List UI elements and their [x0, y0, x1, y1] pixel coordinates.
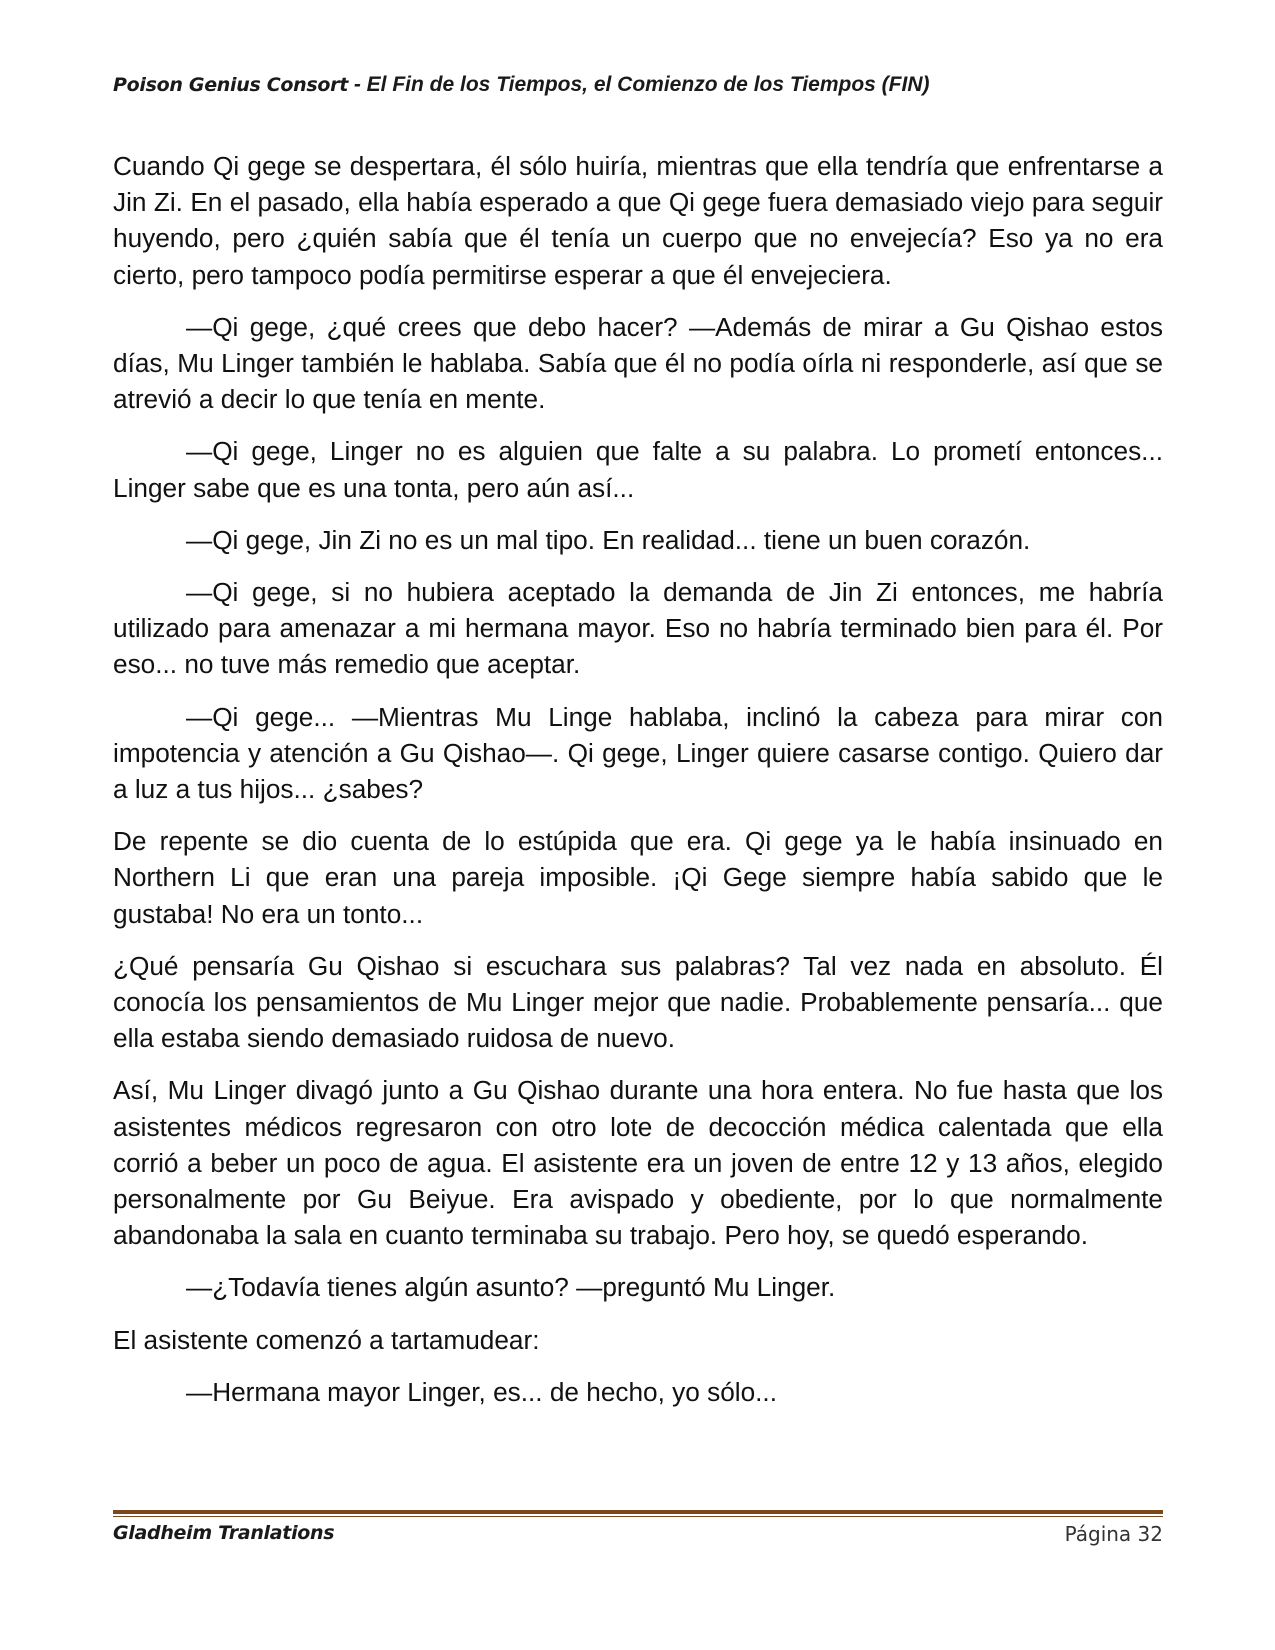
- paragraph-4: —Qi gege, Jin Zi no es un mal tipo. En realidad... tiene un buen corazón.: [186, 524, 1031, 555]
- paragraph-1: Cuando Qi gege se despertara, él sólo huiría, mientras que ella tendría que enfrentarse a Jin Zi. En el pasado, ella había esperado a que Qi gege fuera demasiado viejo para seguir huyendo, pero ¿quién sabía que él tenía un cuerpo que no envejecía? Eso ya no era cierto, pero tampoco podía permitirse esperar a que él envejeciera.: [113, 151, 1163, 290]
- footer-publisher: Gladheim Tranlations: [113, 1522, 335, 1544]
- footer-divider-thick: [113, 1510, 1163, 1514]
- paragraph-5: —Qi gege, si no hubiera aceptado la demanda de Jin Zi entonces, me habría utilizado para amenazar a mi hermana mayor. Eso no habría terminado bien para él. Por eso... no tuve más remedio que aceptar.: [113, 577, 1163, 680]
- page-header: [113, 73, 1163, 97]
- header-series-title: Poison Genius Consort: [113, 74, 349, 96]
- paragraph-11: El asistente comenzó a tartamudear:: [113, 1324, 540, 1355]
- page-number: Página 32: [1064, 1522, 1163, 1546]
- paragraph-9: Así, Mu Linger divagó junto a Gu Qishao durante una hora entera. No fue hasta que los asistentes médicos regresaron con otro lote de decocción médica calentada que ella corrió a beber un poco de agua. El asistente era un joven de entre 12 y 13 años, elegido personalmente por Gu Beiyue. Era avispado y obediente, por lo que normalmente abandonaba la sala en cuanto terminaba su trabajo. Pero hoy, se quedó esperando.: [113, 1075, 1163, 1251]
- footer-divider: [113, 1510, 1163, 1517]
- body-text: [113, 148, 1163, 1426]
- paragraph-10: —¿Todavía tienes algún asunto? —preguntó Mu Linger.: [186, 1272, 836, 1303]
- paragraph-7: De repente se dio cuenta de lo estúpida que era. Qi gege ya le había insinuado en Northern Li que eran una pareja imposible. ¡Qi Gege siempre había sabido que le gustaba! No era un tonto...: [113, 826, 1163, 929]
- paragraph-8: ¿Qué pensaría Gu Qishao si escuchara sus palabras? Tal vez nada en absoluto. Él conocía los pensamientos de Mu Linger mejor que nadie. Probablemente pensaría... que ella estaba siendo demasiado ruidosa de nuevo.: [113, 950, 1163, 1054]
- paragraph-6: —Qi gege... —Mientras Mu Linge hablaba, inclinó la cabeza para mirar con impotencia y atención a Gu Qishao—. Qi gege, Linger quiere casarse contigo. Quiero dar a luz a tus hijos... ¿sabes?: [113, 701, 1163, 805]
- footer-divider-thin: [113, 1516, 1163, 1517]
- paragraph-2: —Qi gege, ¿qué crees que debo hacer? —Además de mirar a Gu Qishao estos días, Mu Linger también le hablaba. Sabía que él no podía oírla ni responderle, así que se atrevió a decir lo que tenía en mente.: [113, 311, 1163, 415]
- paragraph-12: —Hermana mayor Linger, es... de hecho, yo sólo...: [186, 1376, 777, 1407]
- header-chapter-title: - El Fin de los Tiempos, el Comienzo de los Tiempos (FIN): [348, 73, 930, 96]
- paragraph-3: —Qi gege, Linger no es alguien que falte a su palabra. Lo prometí entonces... Linger sabe que es una tonta, pero aún así...: [113, 436, 1163, 503]
